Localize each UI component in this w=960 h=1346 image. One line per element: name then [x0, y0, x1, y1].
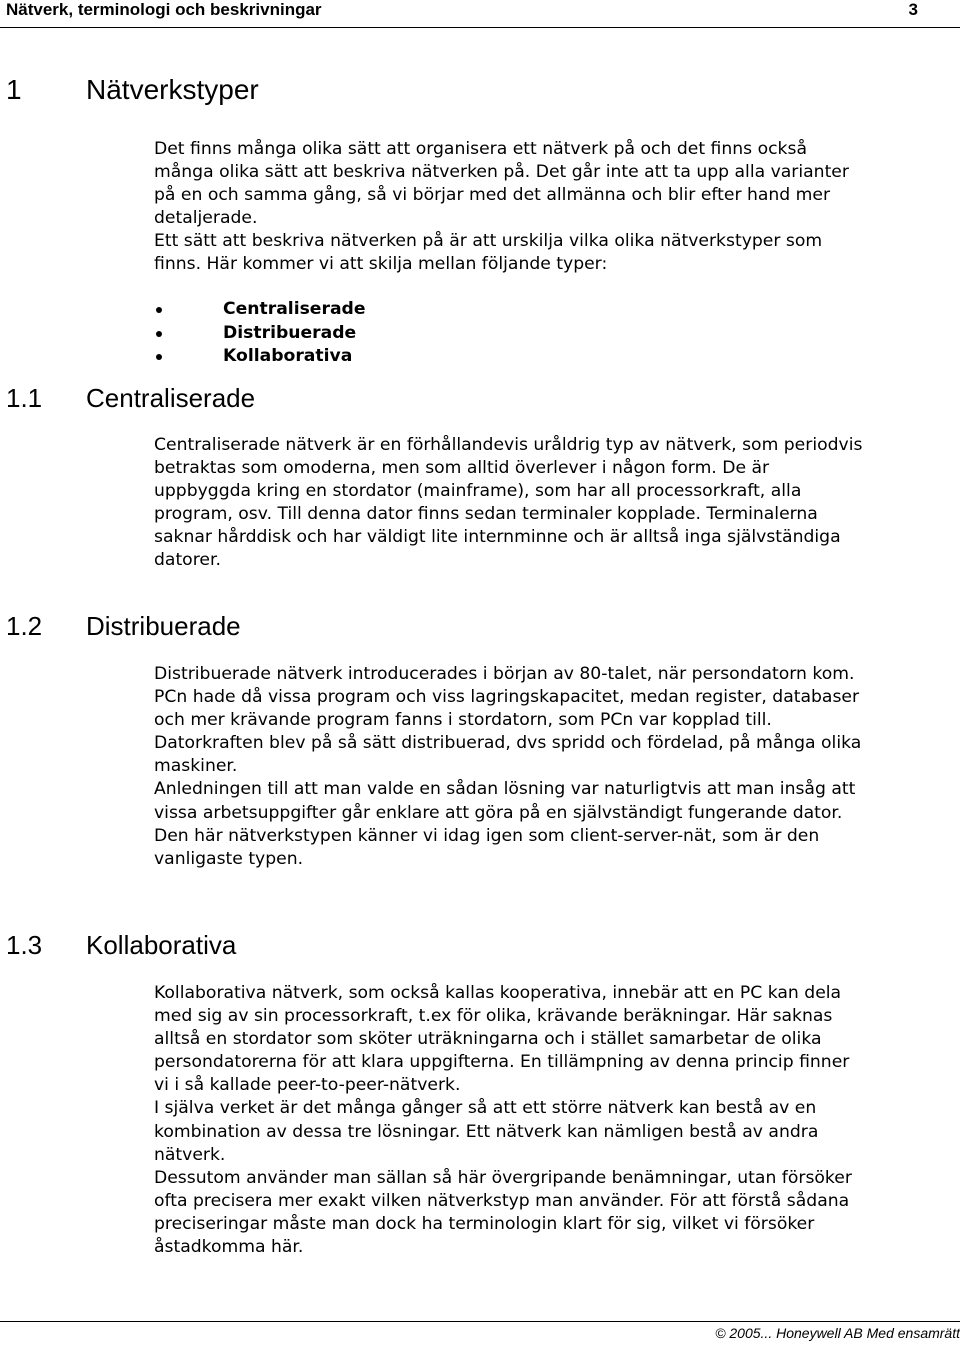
document-title: Nätverk, terminologi och beskrivningar [6, 0, 322, 19]
copyright-footer: © 2005... Honeywell AB Med ensamrätt [715, 1325, 960, 1341]
text-line: kombination av dessa tre lösningar. Ett nätverk kan nämligen bestå av andra [154, 1121, 819, 1142]
section-number: 1.3 [6, 930, 43, 960]
text-line: Det finns många olika sätt att organisera ett nätverk på och det finns också [154, 139, 807, 159]
text-line: Distribuerade nätverk introducerades i början av 80-talet, när persondatorn kom. [154, 664, 855, 684]
text-line: åstadkomma här. [154, 1237, 304, 1258]
section-title: Distribuerade [86, 611, 241, 641]
text-line: preciseringar måste man dock ha terminologin klart för sig, vilket vi försöker [154, 1213, 815, 1234]
network-types-list [154, 298, 366, 369]
section-number: 1.1 [6, 383, 43, 413]
text-line: Centraliserade nätverk är en förhållandevis uråldrig typ av nätverk, som periodvis [154, 435, 863, 455]
text-line: med sig av sin processorkraft, t.ex för olika, krävande beräkningar. Här saknas [154, 1006, 833, 1027]
text-line: saknar hårddisk och har väldigt lite internminne och är alltså inga självständiga [154, 527, 841, 548]
text-line: Ett sätt att beskriva nätverken på är att urskilja vilka olika nätverkstyper som [154, 231, 823, 252]
footer-divider [0, 1321, 960, 1322]
header-divider [0, 27, 960, 28]
bullet-icon [156, 307, 162, 313]
section-number: 1 [6, 74, 22, 105]
text-line: PCn hade då vissa program och viss lagringskapacitet, medan register, databaser [154, 687, 860, 708]
section-heading-1-2 [6, 610, 241, 642]
page-header [0, 0, 960, 24]
text-line: nätverk. [154, 1144, 226, 1165]
section-title: Kollaborativa [86, 930, 237, 960]
page-number: 3 [908, 0, 918, 19]
text-line: många olika sätt att beskriva nätverken på. Det går inte att ta upp alla varianter [154, 162, 849, 183]
text-line: maskiner. [154, 756, 238, 777]
section-1-3-body [154, 982, 954, 1259]
text-line: alltså en stordator som sköter uträkningarna och i stället samarbetar de olika [154, 1029, 822, 1050]
text-line: persondatorerna för att klara uppgifterna. En tillämpning av denna princip finner [154, 1052, 850, 1073]
text-line: Den här nätverkstypen känner vi idag igen som client-server-nät, som är den [154, 825, 820, 846]
text-line: detaljerade. [154, 208, 258, 229]
section-number: 1.2 [6, 611, 43, 641]
section-heading-1 [6, 73, 259, 107]
list-item-label: Kollaborativa [223, 346, 353, 366]
text-line: I själva verket är det många gånger så att ett större nätverk kan bestå av en [154, 1098, 817, 1119]
list-item [154, 322, 366, 346]
text-line: ofta precisera mer exakt vilken nätverkstyp man använder. För att förstå sådana [154, 1190, 850, 1211]
text-line: vissa arbetsuppgifter går enklare att göra på en självständigt fungerande dator. [154, 802, 843, 823]
section-heading-1-3 [6, 929, 236, 961]
list-item [154, 298, 366, 322]
bullet-icon [156, 354, 162, 360]
text-line: Kollaborativa nätverk, som också kallas kooperativa, innebär att en PC kan dela [154, 983, 842, 1003]
section-1-1-body [154, 434, 954, 573]
text-line: Datorkraften blev på så sätt distribuerad, dvs spridd och fördelad, på många olika [154, 733, 862, 754]
text-line: program, osv. Till denna dator finns sedan terminaler kopplade. Terminalerna [154, 504, 818, 525]
text-line: Dessutom använder man sällan så här övergripande benämningar, utan försöker [154, 1167, 852, 1188]
text-line: Anledningen till att man valde en sådan lösning var naturligtvis att man insåg att [154, 779, 856, 800]
text-line: datorer. [154, 550, 221, 571]
text-line: och mer krävande program fanns i stordatorn, som PCn var kopplad till. [154, 710, 772, 731]
text-line: på en och samma gång, så vi börjar med det allmänna och blir efter hand mer [154, 185, 831, 206]
list-item-label: Distribuerade [223, 322, 357, 343]
text-line: vi i så kallade peer-to-peer-nätverk. [154, 1075, 461, 1096]
text-line: finns. Här kommer vi att skilja mellan följande typer: [154, 254, 608, 275]
text-line: betraktas som omoderna, men som alltid överlever i någon form. De är [154, 458, 770, 479]
list-item [154, 345, 366, 369]
section-heading-1-1 [6, 382, 255, 414]
section-title: Nätverkstyper [86, 74, 259, 105]
list-item-label: Centraliserade [223, 299, 366, 319]
section-1-intro [154, 138, 954, 277]
text-line: uppbyggda kring en stordator (mainframe), som har all processorkraft, alla [154, 481, 802, 502]
text-line: vanligaste typen. [154, 848, 304, 869]
bullet-icon [156, 331, 162, 337]
section-title: Centraliserade [86, 383, 256, 413]
section-1-2-body [154, 663, 954, 871]
